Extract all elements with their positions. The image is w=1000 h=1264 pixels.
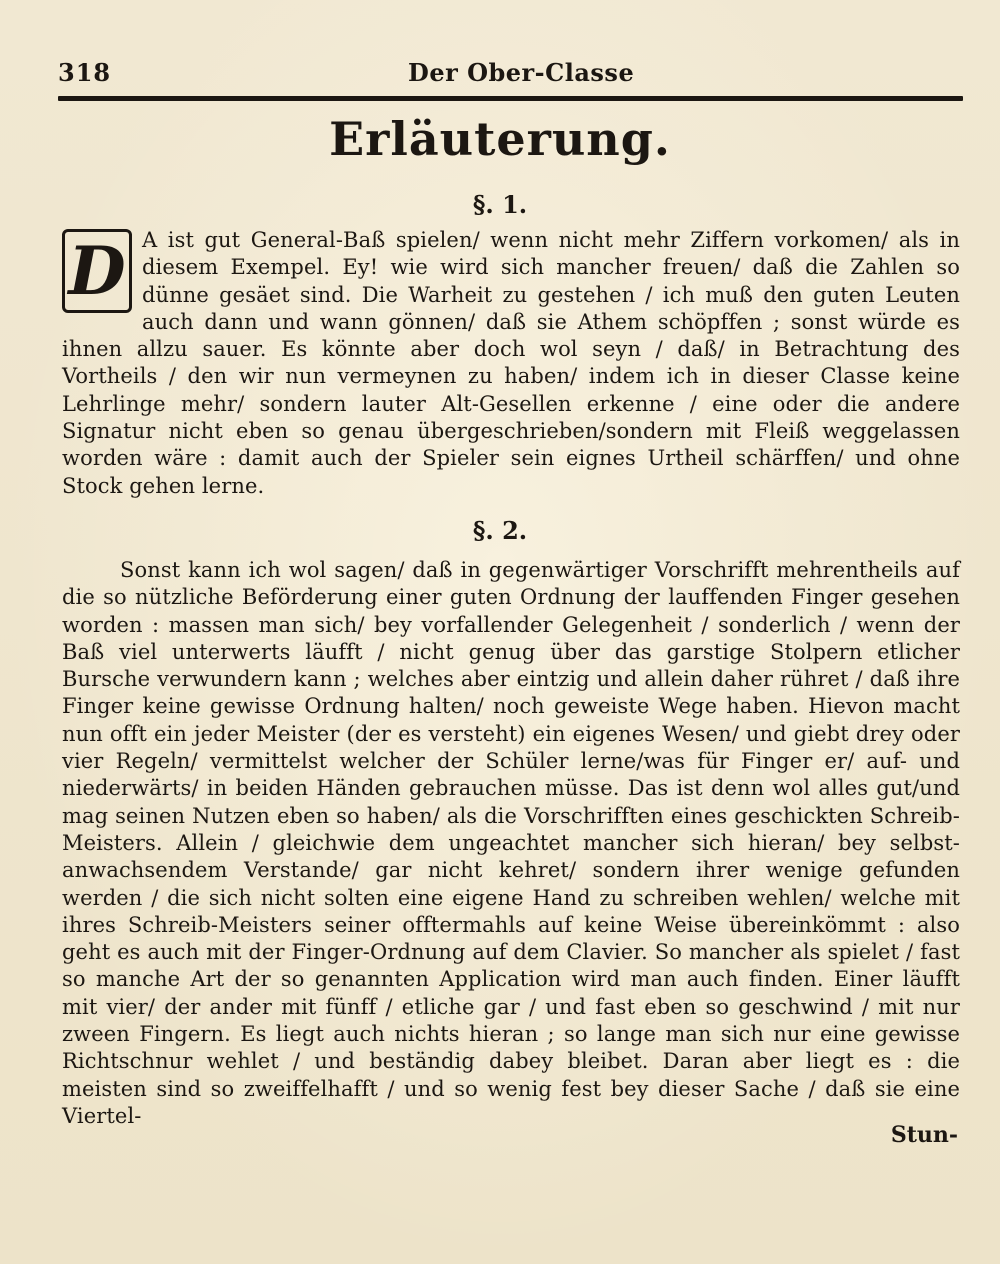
page-header bbox=[58, 52, 963, 92]
section-mark-1: §. 1. bbox=[472, 190, 528, 219]
catchword: Stun- bbox=[890, 1122, 958, 1148]
page-number: 318 bbox=[58, 58, 112, 87]
drop-cap: D bbox=[62, 229, 132, 313]
header-rule bbox=[58, 96, 963, 101]
paragraph-1 bbox=[62, 227, 960, 500]
section-mark-2: §. 2. bbox=[472, 516, 528, 545]
running-head: Der Ober-Classe bbox=[408, 58, 635, 87]
paragraph-1-text: A ist gut General-Baß spielen/ wenn nicht mehr Ziffern vorkomen/ als in diesem Exempel. Ey! wie wird sich mancher freuen/ daß die Zahlen so dünne gesäet sind. Die Warheit zu gestehen / ich muß den guten Leuten auch dann und wann gönnen/ daß sie Athem schöpffen ; sonst würde es ihnen allzu sauer. Es könnte aber doch wol seyn / daß/ in Betrachtung des Vortheils / den wir nun vermeynen zu haben/ indem ich in dieser Classe keine Lehrlinge mehr/ sondern lauter Alt-Gesellen erkenne / eine oder die andere Signatur nicht eben so genau übergeschrieben/sondern mit Fleiß weggelassen worden wäre : damit auch der Spieler sein eignes Urtheil schärffen/ und ohne Stock gehen lerne. bbox=[62, 228, 960, 498]
paragraph-2-text: Sonst kann ich wol sagen/ daß in gegenwärtiger Vorschrifft mehrentheils auf die so nützliche Beförderung einer guten Ordnung der lauffenden Finger gesehen worden : massen man sich/ bey vorfallender Gelegenheit / sonderlich / wenn der Baß viel unterwerts läufft / nicht genug über das garstige Stolpern etlicher Bursche verwundern kann ; welches aber eintzig und allein daher rühret / daß ihre Finger keine gewisse Ordnung halten/ noch geweiste Wege haben. Hievon macht nun offt ein jeder Meister (der es versteht) ein eigenes Wesen/ und giebt drey oder vier Regeln/ vermittelst welcher der Schüler lerne/was für Finger er/ auf- und niederwärts/ in beiden Händen gebrauchen müsse. Das ist denn wol alles gut/und mag seinen Nutzen eben so haben/ als die Vorschrifften eines geschickten Schreib-Meisters. Allein / gleichwie dem ungeachtet mancher sich hieran/ bey selbst-anwachsendem Verstande/ gar nicht kehret/ sondern ihrer wenige gefunden werden / die sich nicht solten eine eigene Hand zu schreiben wehlen/ welche mit ihres Schreib-Meisters seiner offtermahls auf keine Weise übereinkömmt : also geht es auch mit der Finger-Ordnung auf dem Clavier. So mancher als spielet / fast so manche Art der so genannten Application wird man auch finden. Einer läufft mit vier/ der ander mit fünff / etliche gar / und fast eben so geschwind / mit nur zween Fingern. Es liegt auch nichts hieran ; so lange man sich nur eine gewisse Richtschnur wehlet / und beständig dabey bleibet. Daran aber liegt es : die meisten sind so zweiffelhafft / und so wenig fest bey dieser Sache / daß sie eine Viertel- bbox=[62, 558, 960, 1128]
paragraph-2 bbox=[62, 557, 960, 1130]
page-title: Erläuterung. bbox=[329, 112, 671, 166]
